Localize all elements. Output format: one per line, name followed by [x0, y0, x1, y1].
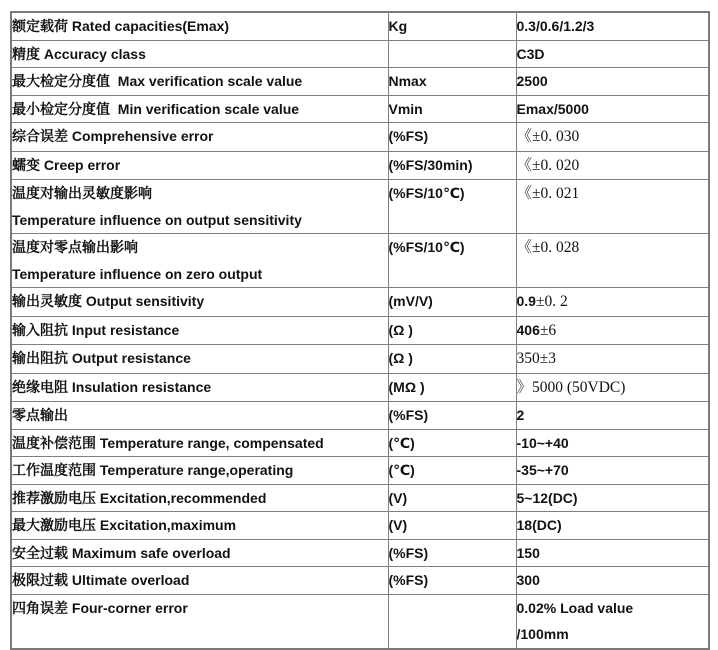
- value-line: [517, 96, 709, 123]
- parameter-label: 四角误差 Four-corner error: [12, 599, 188, 616]
- value-line: [517, 13, 709, 40]
- parameter-label: 极限过载 Ultimate overload: [12, 572, 190, 588]
- value-cell: [516, 316, 709, 345]
- value-part: 0.9: [516, 293, 536, 309]
- parameter-cell: [11, 567, 388, 595]
- table-row: [11, 457, 709, 485]
- parameter-label-line2: Temperature influence on zero output: [12, 265, 263, 282]
- table-row: [11, 151, 709, 180]
- parameter-label: 综合误差 Comprehensive error: [12, 128, 214, 144]
- table-row: [11, 594, 709, 649]
- value-part: C3D: [516, 45, 545, 62]
- value-part: 《±0. 021: [516, 185, 580, 202]
- table-row: [11, 123, 709, 152]
- value-line: [517, 68, 709, 95]
- table-row: [11, 180, 709, 234]
- unit-cell: (%FS/10℃): [388, 234, 516, 288]
- table-row: [11, 12, 709, 40]
- parameter-label: 额定载荷 Rated capacities(Emax): [12, 18, 230, 34]
- unit-cell: (Ω ): [388, 316, 516, 345]
- value-part: 2: [516, 407, 525, 423]
- parameter-label: 最大检定分度值 Max verification scale value: [12, 73, 303, 89]
- unit-cell: (%FS/10℃): [388, 180, 516, 234]
- value-line: [517, 595, 709, 622]
- value-line: [517, 485, 709, 512]
- unit-cell: (mV/V): [388, 288, 516, 317]
- value-part: 406: [516, 321, 540, 338]
- value-cell: [516, 457, 709, 485]
- parameter-cell: [11, 594, 388, 649]
- spec-table-body: [11, 12, 709, 649]
- parameter-cell: [11, 484, 388, 512]
- value-cell: [516, 234, 709, 288]
- value-part: 《±0. 028: [516, 239, 580, 256]
- unit-cell: (V): [388, 484, 516, 512]
- table-row: [11, 373, 709, 402]
- parameter-label: 最大激励电压 Excitation,maximum: [12, 517, 237, 533]
- value-part: -35~+70: [516, 462, 569, 478]
- value-line: [517, 123, 709, 151]
- value-cell: [516, 567, 709, 595]
- parameter-label: 最小检定分度值 Min verification scale value: [12, 100, 300, 117]
- value-cell: [516, 484, 709, 512]
- parameter-cell: [11, 316, 388, 345]
- parameter-label: 温度补偿范围 Temperature range, compensated: [12, 434, 324, 451]
- value-line: [517, 374, 709, 402]
- value-cell: [516, 345, 709, 374]
- parameter-cell: [11, 12, 388, 40]
- unit-cell: (%FS): [388, 402, 516, 430]
- value-part: -10~+40: [516, 434, 569, 451]
- value-part: 0.02% Load value: [516, 599, 634, 616]
- table-row: [11, 402, 709, 430]
- value-cell: [516, 180, 709, 234]
- table-row: [11, 484, 709, 512]
- value-cell: [516, 288, 709, 317]
- value-part: 150: [516, 544, 540, 561]
- table-row: [11, 567, 709, 595]
- unit-cell: (%FS): [388, 567, 516, 595]
- parameter-cell: [11, 68, 388, 96]
- parameter-cell: [11, 345, 388, 374]
- parameter-label: 工作温度范围 Temperature range,operating: [12, 462, 294, 478]
- table-row: [11, 539, 709, 567]
- parameter-label: 蠕变 Creep error: [12, 156, 121, 173]
- value-line: [517, 540, 709, 567]
- table-row: [11, 95, 709, 123]
- table-row: [11, 345, 709, 374]
- parameter-label: 推荐激励电压 Excitation,recommended: [12, 489, 267, 506]
- value-line: [517, 457, 709, 484]
- parameter-cell: [11, 539, 388, 567]
- value-line: [517, 317, 709, 345]
- parameter-label: 绝缘电阻 Insulation resistance: [12, 378, 212, 395]
- parameter-label-line2: Temperature influence on output sensitivity: [12, 211, 302, 228]
- value-line: [517, 567, 709, 594]
- parameter-cell: [11, 180, 388, 234]
- parameter-label: 输出阻抗 Output resistance: [12, 350, 191, 366]
- value-cell: [516, 539, 709, 567]
- table-row: [11, 288, 709, 317]
- spec-table: [10, 11, 710, 650]
- value-line: [517, 41, 709, 68]
- table-row: [11, 429, 709, 457]
- value-part: ±6: [539, 321, 557, 339]
- unit-cell: (MΩ ): [388, 373, 516, 402]
- parameter-cell: [11, 234, 388, 288]
- value-cell: [516, 40, 709, 68]
- table-row: [11, 316, 709, 345]
- value-part: ±0. 2: [535, 293, 568, 310]
- unit-cell: (%FS): [388, 123, 516, 152]
- unit-cell: [388, 40, 516, 68]
- table-row: [11, 68, 709, 96]
- value-part: 350±3: [516, 350, 557, 367]
- parameter-label: 零点输出: [12, 407, 68, 423]
- unit-cell: (%FS/30min): [388, 151, 516, 180]
- value-part: 《±0. 030: [516, 128, 580, 145]
- value-cell: [516, 68, 709, 96]
- value-cell: [516, 373, 709, 402]
- parameter-cell: [11, 40, 388, 68]
- value-part: 18(DC): [516, 517, 562, 533]
- parameter-cell: [11, 429, 388, 457]
- parameter-cell: [11, 151, 388, 180]
- parameter-cell: [11, 288, 388, 317]
- value-cell: [516, 95, 709, 123]
- parameter-cell: [11, 512, 388, 540]
- unit-cell: Kg: [388, 12, 516, 40]
- parameter-cell: [11, 373, 388, 402]
- value-cell: [516, 429, 709, 457]
- unit-cell: (℃): [388, 457, 516, 485]
- value-cell: [516, 123, 709, 152]
- value-cell: [516, 512, 709, 540]
- value-line: [517, 152, 709, 180]
- unit-cell: [388, 594, 516, 649]
- value-part: 》5000 (50VDC): [516, 378, 626, 396]
- value-part: 0.3/0.6/1.2/3: [516, 18, 595, 34]
- value-line: [517, 345, 709, 373]
- value-line: [517, 402, 709, 429]
- value-line2: [517, 621, 709, 648]
- parameter-cell: [11, 95, 388, 123]
- table-row: [11, 512, 709, 540]
- value-part: Emax/5000: [516, 100, 589, 117]
- value-line: [517, 288, 709, 316]
- value-cell: [516, 402, 709, 430]
- value-part: /100mm: [516, 626, 569, 642]
- table-row: [11, 234, 709, 288]
- value-line: [517, 430, 709, 457]
- parameter-label: 输出灵敏度 Output sensitivity: [12, 293, 205, 309]
- parameter-label: 精度 Accuracy class: [12, 45, 146, 62]
- parameter-cell: [11, 123, 388, 152]
- table-row: [11, 40, 709, 68]
- value-part: 《±0. 020: [516, 156, 580, 174]
- unit-cell: (Ω ): [388, 345, 516, 374]
- value-cell: [516, 151, 709, 180]
- value-cell: [516, 594, 709, 649]
- value-part: 300: [516, 572, 540, 588]
- parameter-label: 温度对输出灵敏度影响: [12, 185, 152, 201]
- unit-cell: (%FS): [388, 539, 516, 567]
- parameter-cell: [11, 402, 388, 430]
- value-line: [517, 512, 709, 539]
- parameter-label: 温度对零点输出影响: [12, 239, 138, 255]
- value-line: [517, 180, 709, 208]
- unit-cell: (V): [388, 512, 516, 540]
- value-part: 2500: [516, 73, 548, 89]
- value-part: 5~12(DC): [516, 489, 578, 506]
- unit-cell: (℃): [388, 429, 516, 457]
- unit-cell: Vmin: [388, 95, 516, 123]
- unit-cell: Nmax: [388, 68, 516, 96]
- parameter-label: 安全过载 Maximum safe overload: [12, 544, 231, 561]
- parameter-label: 输入阻抗 Input resistance: [12, 321, 180, 338]
- value-cell: [516, 12, 709, 40]
- value-line: [517, 234, 709, 262]
- parameter-cell: [11, 457, 388, 485]
